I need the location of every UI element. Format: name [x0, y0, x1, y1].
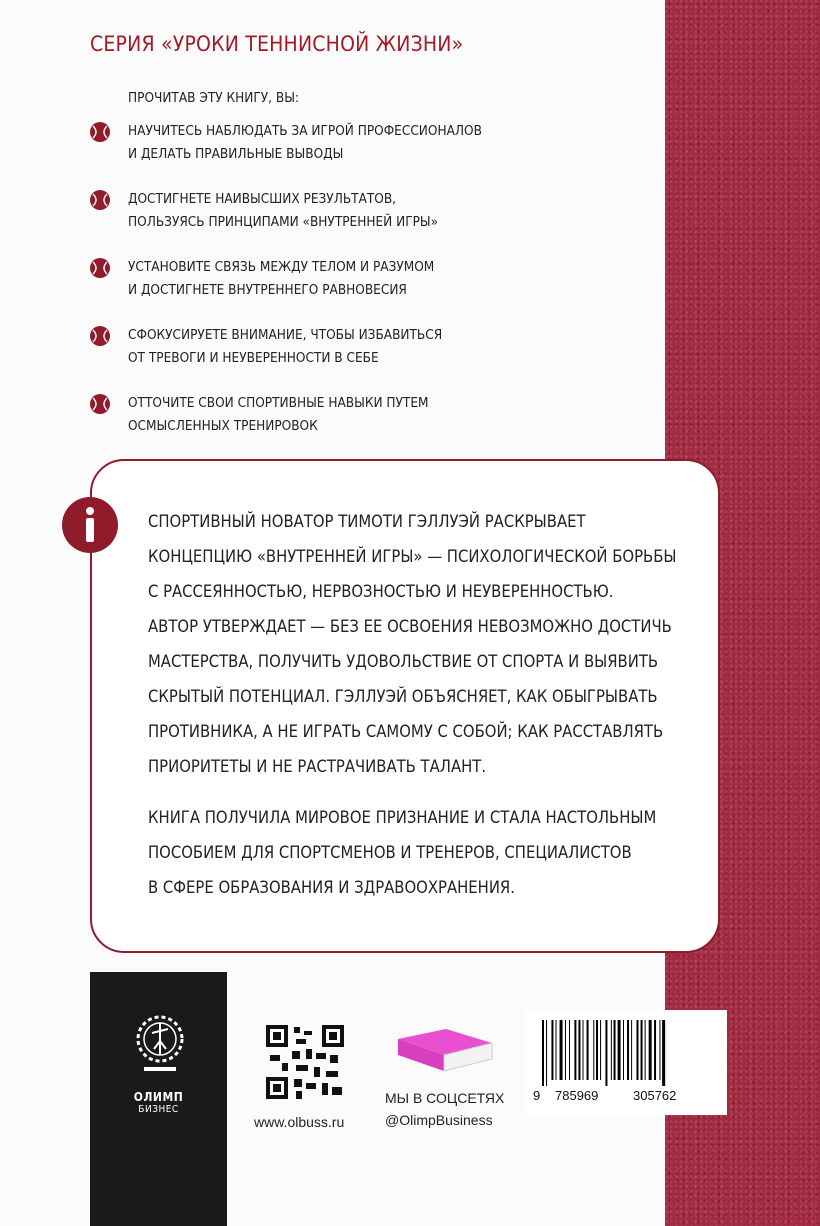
- description-line: КНИГА ПОЛУЧИЛА МИРОВОЕ ПРИЗНАНИЕ И СТАЛА НАСТОЛЬНЫМ: [148, 808, 657, 827]
- description-line: КОНЦЕПЦИЮ «ВНУТРЕННЕЙ ИГРЫ» — ПСИХОЛОГИЧЕСКОЙ БОРЬБЫ: [148, 547, 677, 566]
- list-item: [90, 256, 650, 324]
- barcode-bar: [596, 1020, 598, 1080]
- tennis-ball-icon: [90, 122, 110, 142]
- social-caption: МЫ В СОЦСЕТЯХ: [385, 1090, 505, 1106]
- barcode-bar: [551, 1020, 553, 1080]
- bullet-line: НАУЧИТЕСЬ НАБЛЮДАТЬ ЗА ИГРОЙ ПРОФЕССИОНАЛОВ: [128, 123, 482, 139]
- publisher-logo-icon: [130, 1005, 190, 1085]
- description-line: АВТОР УТВЕРЖДАЕТ — БЕЗ ЕЕ ОСВОЕНИЯ НЕВОЗМОЖНО ДОСТИЧЬ: [148, 617, 672, 636]
- barcode-bar: [645, 1020, 646, 1080]
- barcode-bar: [560, 1020, 563, 1080]
- barcode-bar: [587, 1020, 589, 1080]
- barcode-bar: [546, 1020, 547, 1086]
- description-line: С РАССЕЯННОСТЬЮ, НЕРВОЗНОСТЬЮ И НЕУВЕРЕННОСТЬЮ.: [148, 582, 614, 601]
- qr-code-icon[interactable]: [266, 1025, 344, 1099]
- barcode-bar: [565, 1020, 566, 1080]
- publisher-subname: БИЗНЕС: [138, 1104, 179, 1115]
- barcode-bar: [600, 1020, 601, 1080]
- bullet-line: И ДОСТИГНЕТЕ ВНУТРЕННЕГО РАВНОВЕСИЯ: [128, 282, 407, 298]
- bullet-line: ОСМЫСЛЕННЫХ ТРЕНИРОВОК: [128, 418, 318, 434]
- tennis-ball-icon: [90, 190, 110, 210]
- barcode-bar: [649, 1020, 652, 1080]
- barcode-bar: [556, 1020, 557, 1080]
- bullet-line: ПОЛЬЗУЯСЬ ПРИНЦИПАМИ «ВНУТРЕННЕЙ ИГРЫ»: [128, 214, 439, 230]
- barcode-bar: [662, 1020, 665, 1086]
- book-icon: [394, 1025, 494, 1075]
- tennis-ball-icon: [90, 326, 110, 346]
- barcode-bar: [623, 1020, 624, 1080]
- website-link[interactable]: www.olbuss.ru: [254, 1114, 345, 1130]
- description-line: СКРЫТЫЙ ПОТЕНЦИАЛ. ГЭЛЛУЭЙ ОБЪЯСНЯЕТ, КАК ОБЫГРЫВАТЬ: [148, 687, 658, 706]
- barcode: [540, 1020, 702, 1086]
- barcode-bar: [611, 1020, 612, 1080]
- description-line: СПОРТИВНЫЙ НОВАТОР ТИМОТИ ГЭЛЛУЭЙ РАСКРЫВАЕТ: [148, 512, 586, 531]
- barcode-bar: [605, 1020, 607, 1086]
- barcode-digit-prefix: 9: [533, 1088, 541, 1103]
- description-line: ПОСОБИЕМ ДЛЯ СПОРТСМЕНОВ И ТРЕНЕРОВ, СПЕЦИАЛИСТОВ: [148, 843, 632, 862]
- barcode-bar: [631, 1020, 632, 1080]
- series-title: СЕРИЯ «УРОКИ ТЕННИСНОЙ ЖИЗНИ»: [90, 32, 464, 56]
- description-paragraph: [148, 800, 656, 905]
- tennis-ball-icon: [90, 394, 110, 414]
- barcode-bar: [618, 1020, 621, 1080]
- benefits-list: [90, 120, 650, 460]
- description-line: ПРОТИВНИКА, А НЕ ИГРАТЬ САМОМУ С СОБОЙ; КАК РАССТАВЛЯТЬ: [148, 722, 664, 741]
- intro-line: ПРОЧИТАВ ЭТУ КНИГУ, ВЫ:: [128, 90, 300, 106]
- barcode-bar: [583, 1020, 584, 1080]
- barcode-bar: [659, 1020, 660, 1080]
- description-line: МАСТЕРСТВА, ПОЛУЧИТЬ УДОВОЛЬСТВИЕ ОТ СПОРТА И ВЫЯВИТЬ: [148, 652, 659, 671]
- barcode-bar: [637, 1020, 639, 1080]
- publisher-name: ОЛИМП: [133, 1090, 184, 1104]
- list-item: [90, 188, 650, 256]
- bullet-line: И ДЕЛАТЬ ПРАВИЛЬНЫЕ ВЫВОДЫ: [128, 146, 344, 162]
- barcode-bar: [627, 1020, 629, 1080]
- barcode-bar: [574, 1020, 576, 1080]
- description-line: ПРИОРИТЕТЫ И НЕ РАСТРАЧИВАТЬ ТАЛАНТ.: [148, 757, 487, 776]
- barcode-bar: [614, 1020, 616, 1080]
- description-paragraph: [148, 504, 677, 784]
- barcode-bar: [654, 1020, 656, 1080]
- list-item: [90, 324, 650, 392]
- info-icon: [62, 497, 118, 553]
- barcode-bar: [641, 1020, 643, 1080]
- barcode-bar: [578, 1020, 580, 1080]
- bullet-line: ДОСТИГНЕТЕ НАИВЫСШИХ РЕЗУЛЬТАТОВ,: [128, 191, 397, 207]
- list-item: [90, 120, 650, 188]
- bullet-line: ОТТОЧИТЕ СВОИ СПОРТИВНЫЕ НАВЫКИ ПУТЕМ: [128, 395, 429, 411]
- barcode-bar: [569, 1020, 570, 1080]
- bullet-line: СФОКУСИРУЕТЕ ВНИМАНИЕ, ЧТОБЫ ИЗБАВИТЬСЯ: [128, 327, 443, 343]
- tennis-ball-icon: [90, 258, 110, 278]
- description-line: В СФЕРЕ ОБРАЗОВАНИЯ И ЗДРАВООХРАНЕНИЯ.: [148, 878, 515, 897]
- bullet-line: УСТАНОВИТЕ СВЯЗЬ МЕЖДУ ТЕЛОМ И РАЗУМОМ: [128, 259, 435, 275]
- barcode-digits-right: 305762: [633, 1088, 677, 1103]
- barcode-digits-left: 785969: [555, 1088, 599, 1103]
- bullet-line: ОТ ТРЕВОГИ И НЕУВЕРЕННОСТИ В СЕБЕ: [128, 350, 379, 366]
- social-handle[interactable]: @OlimpBusiness: [385, 1112, 493, 1128]
- barcode-bar: [542, 1020, 544, 1086]
- barcode-bar: [593, 1020, 594, 1080]
- list-item: [90, 392, 650, 460]
